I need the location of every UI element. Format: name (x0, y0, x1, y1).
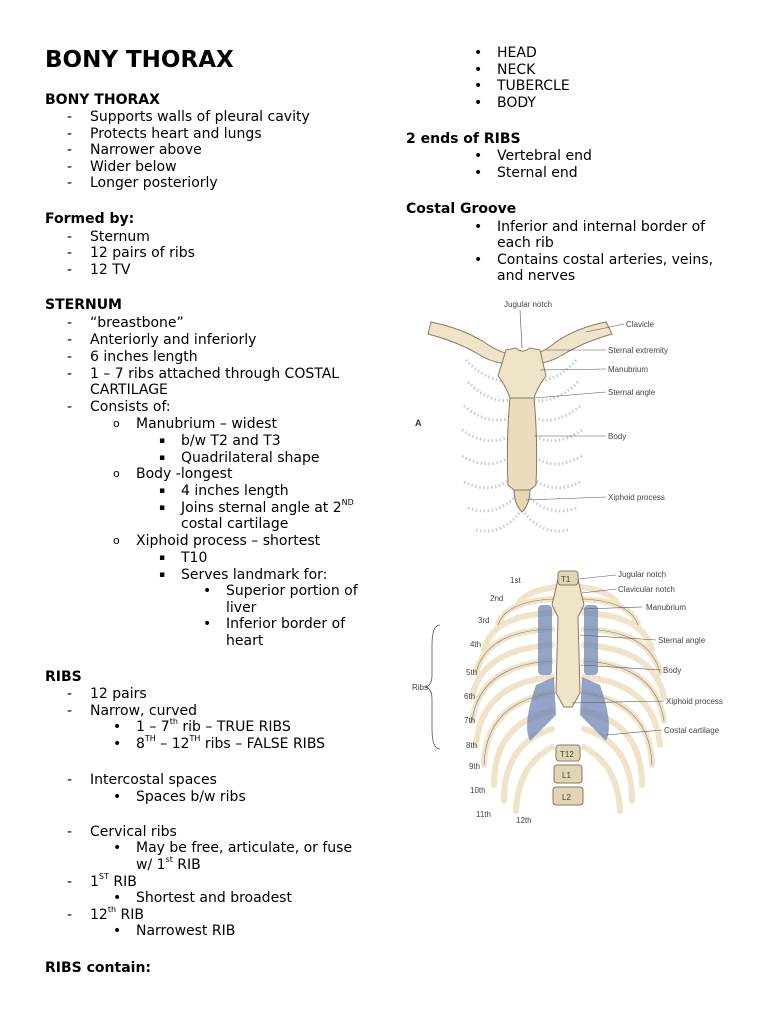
landmark-item: Inferior border of (226, 616, 346, 632)
rib-number: 6th (464, 692, 476, 701)
rib-cage-figure (406, 565, 724, 830)
list-item: Narrow, curved (90, 703, 198, 719)
list-item-continued: CARTILAGE (90, 382, 168, 398)
bullet-marker: • (113, 789, 122, 805)
label-sternal-angle-b: Sternal angle (658, 636, 706, 645)
list-item: Supports walls of pleural cavity (90, 109, 310, 125)
label-manubrium: Manubrium (608, 365, 649, 374)
circle-marker: o (113, 467, 120, 480)
landmark-item-continued: heart (226, 633, 264, 649)
list-item: 1ST RIB (90, 872, 137, 890)
dash-marker: - (67, 159, 73, 175)
square-marker: ▪ (159, 553, 166, 563)
ribs-bracket (426, 625, 440, 749)
list-item: Intercostal spaces (90, 772, 217, 788)
bullet-marker: • (113, 923, 122, 939)
sternum-figure (406, 290, 696, 558)
bullet-marker: • (203, 583, 212, 599)
bullet-marker: • (113, 840, 122, 856)
dash-marker: - (67, 126, 73, 142)
dash-marker: - (67, 262, 73, 278)
bullet-marker: • (474, 148, 483, 164)
list-item: 12 TV (90, 262, 131, 278)
true-ribs-item: 1 – 7th rib – TRUE RIBS (136, 717, 291, 735)
label-jugular-notch-b: Jugular notch (618, 570, 667, 579)
sub-item: Narrowest RIB (136, 923, 236, 939)
dash-marker: - (67, 109, 73, 125)
dash-marker: - (67, 332, 73, 348)
dash-marker: - (67, 686, 73, 702)
ribs-contain-heading: RIBS contain: (45, 960, 152, 976)
right-clavicle (532, 322, 612, 364)
sub-sub-item: Quadrilateral shape (181, 450, 320, 466)
dash-marker: - (67, 229, 73, 245)
rib-number: 1st (510, 576, 521, 585)
bullet-marker: • (474, 219, 483, 235)
bullet-marker: • (113, 719, 122, 735)
panel-letter: A (415, 418, 422, 428)
label-xiphoid-process: Xiphoid process (608, 493, 665, 502)
groove-item-continued: and nerves (497, 268, 576, 284)
vertebra-l2: L2 (562, 793, 571, 802)
bullet-marker: • (113, 736, 122, 752)
rib-cage-diagram (406, 565, 724, 830)
bullet-marker: • (203, 616, 212, 632)
manubrium (498, 348, 546, 398)
dash-marker: - (67, 399, 73, 415)
rib-part-item: NECK (497, 62, 536, 78)
left-clavicle (428, 322, 512, 364)
dash-marker: - (67, 142, 73, 158)
list-item: Sternum (90, 229, 150, 245)
square-marker: ▪ (159, 453, 166, 463)
ribs-heading: RIBS (45, 669, 82, 685)
label-xiphoid-process-b: Xiphoid process (666, 697, 723, 706)
bullet-marker: • (474, 62, 483, 78)
rib-number: 5th (466, 668, 478, 677)
xiphoid (514, 490, 530, 512)
formed-by-heading: Formed by: (45, 211, 135, 227)
vertebra-t12: T12 (560, 750, 574, 759)
label-body-b: Body (663, 666, 682, 675)
rib-number: 12th (516, 816, 532, 825)
list-item: Longer posteriorly (90, 175, 218, 191)
rib-number: 3rd (478, 616, 490, 625)
sub-sub-item: b/w T2 and T3 (181, 433, 281, 449)
label-sternal-extremity: Sternal extremity (608, 346, 669, 355)
list-item: 6 inches length (90, 349, 198, 365)
sub-sub-item-continued: costal cartilage (181, 516, 289, 532)
rib-cage-sternum (552, 579, 584, 707)
label-body: Body (608, 432, 627, 441)
rib-end-item: Sternal end (497, 165, 578, 181)
label-ribs: Ribs (412, 683, 429, 692)
list-item: Anteriorly and inferiorly (90, 332, 257, 348)
square-marker: ▪ (159, 436, 166, 446)
groove-item-continued: each rib (497, 235, 554, 251)
costal-groove-heading: Costal Groove (406, 201, 517, 217)
list-item: Narrower above (90, 142, 202, 158)
square-marker: ▪ (159, 486, 166, 496)
label-sternal-angle: Sternal angle (608, 388, 656, 397)
list-item: “breastbone” (90, 315, 184, 331)
groove-item: Contains costal arteries, veins, (497, 252, 714, 268)
bullet-marker: • (474, 95, 483, 111)
rib-number: 2nd (490, 594, 504, 603)
rib-part-item: HEAD (497, 45, 537, 61)
sternum-heading: STERNUM (45, 297, 122, 313)
bony-thorax-heading: BONY THORAX (45, 92, 160, 108)
sub-item: Spaces b/w ribs (136, 789, 246, 805)
sub-sub-item: 4 inches length (181, 483, 289, 499)
dash-marker: - (67, 874, 73, 890)
rib-number: 11th (476, 810, 491, 819)
landmark-item-continued: liver (226, 600, 257, 616)
rib-number: 7th (464, 716, 476, 725)
list-item: Consists of: (90, 399, 171, 415)
dash-marker: - (67, 245, 73, 261)
bullet-marker: • (474, 165, 483, 181)
label-clavicle: Clavicle (626, 320, 655, 329)
bullet-marker: • (474, 78, 483, 94)
sub-item-xiphoid: Xiphoid process – shortest (136, 533, 321, 549)
bullet-marker: • (113, 890, 122, 906)
sub-item: May be free, articulate, or fuse (136, 840, 353, 856)
vertebra-l1: L1 (562, 771, 571, 780)
rib-number: 10th (470, 786, 486, 795)
sternum-diagram (406, 290, 696, 558)
rib-number: 4th (470, 640, 482, 649)
sub-item-body: Body -longest (136, 466, 233, 482)
rib-part-item: TUBERCLE (497, 78, 570, 94)
groove-item: Inferior and internal border of (497, 219, 706, 235)
square-marker: ▪ (159, 503, 166, 513)
list-item: 12 pairs of ribs (90, 245, 195, 261)
label-manubrium-b: Manubrium (646, 603, 687, 612)
dash-marker: - (67, 824, 73, 840)
dash-marker: - (67, 315, 73, 331)
sub-item-manubrium: Manubrium – widest (136, 416, 277, 432)
sternum-body (507, 398, 536, 490)
rib-number: 9th (469, 762, 481, 771)
vertebra-t1: T1 (561, 575, 571, 584)
list-item: 12 pairs (90, 686, 147, 702)
label-jugular-notch: Jugular notch (504, 300, 553, 309)
rib-part-item: BODY (497, 95, 536, 111)
square-marker: ▪ (159, 570, 166, 580)
list-item: Protects heart and lungs (90, 126, 262, 142)
sub-sub-item: Joins sternal angle at 2ND (181, 498, 354, 516)
rib-ends-heading: 2 ends of RIBS (406, 131, 521, 147)
list-item: Wider below (90, 159, 177, 175)
dash-marker: - (67, 175, 73, 191)
sub-sub-item: Serves landmark for: (181, 567, 328, 583)
label-costal-cartilage: Costal cartilage (664, 726, 720, 735)
sub-sub-item: T10 (181, 550, 208, 566)
dash-marker: - (67, 703, 73, 719)
sub-item-continued: w/ 1st RIB (136, 855, 201, 873)
false-ribs-item: 8TH – 12TH ribs – FALSE RIBS (136, 734, 326, 752)
landmark-item: Superior portion of (226, 583, 358, 599)
dash-marker: - (67, 349, 73, 365)
dash-marker: - (67, 907, 73, 923)
rib-number: 8th (466, 741, 478, 750)
label-clavicular-notch: Clavicular notch (618, 585, 675, 594)
circle-marker: o (113, 534, 120, 547)
dash-marker: - (67, 772, 73, 788)
list-item: 12th RIB (90, 905, 144, 923)
dash-marker: - (67, 366, 73, 382)
sub-item: Shortest and broadest (136, 890, 292, 906)
bullet-marker: • (474, 45, 483, 61)
rib-end-item: Vertebral end (497, 148, 592, 164)
page-title: BONY THORAX (45, 47, 234, 73)
list-item: Cervical ribs (90, 824, 177, 840)
circle-marker: o (113, 417, 120, 430)
bullet-marker: • (474, 252, 483, 268)
list-item: 1 – 7 ribs attached through COSTAL (90, 366, 340, 382)
